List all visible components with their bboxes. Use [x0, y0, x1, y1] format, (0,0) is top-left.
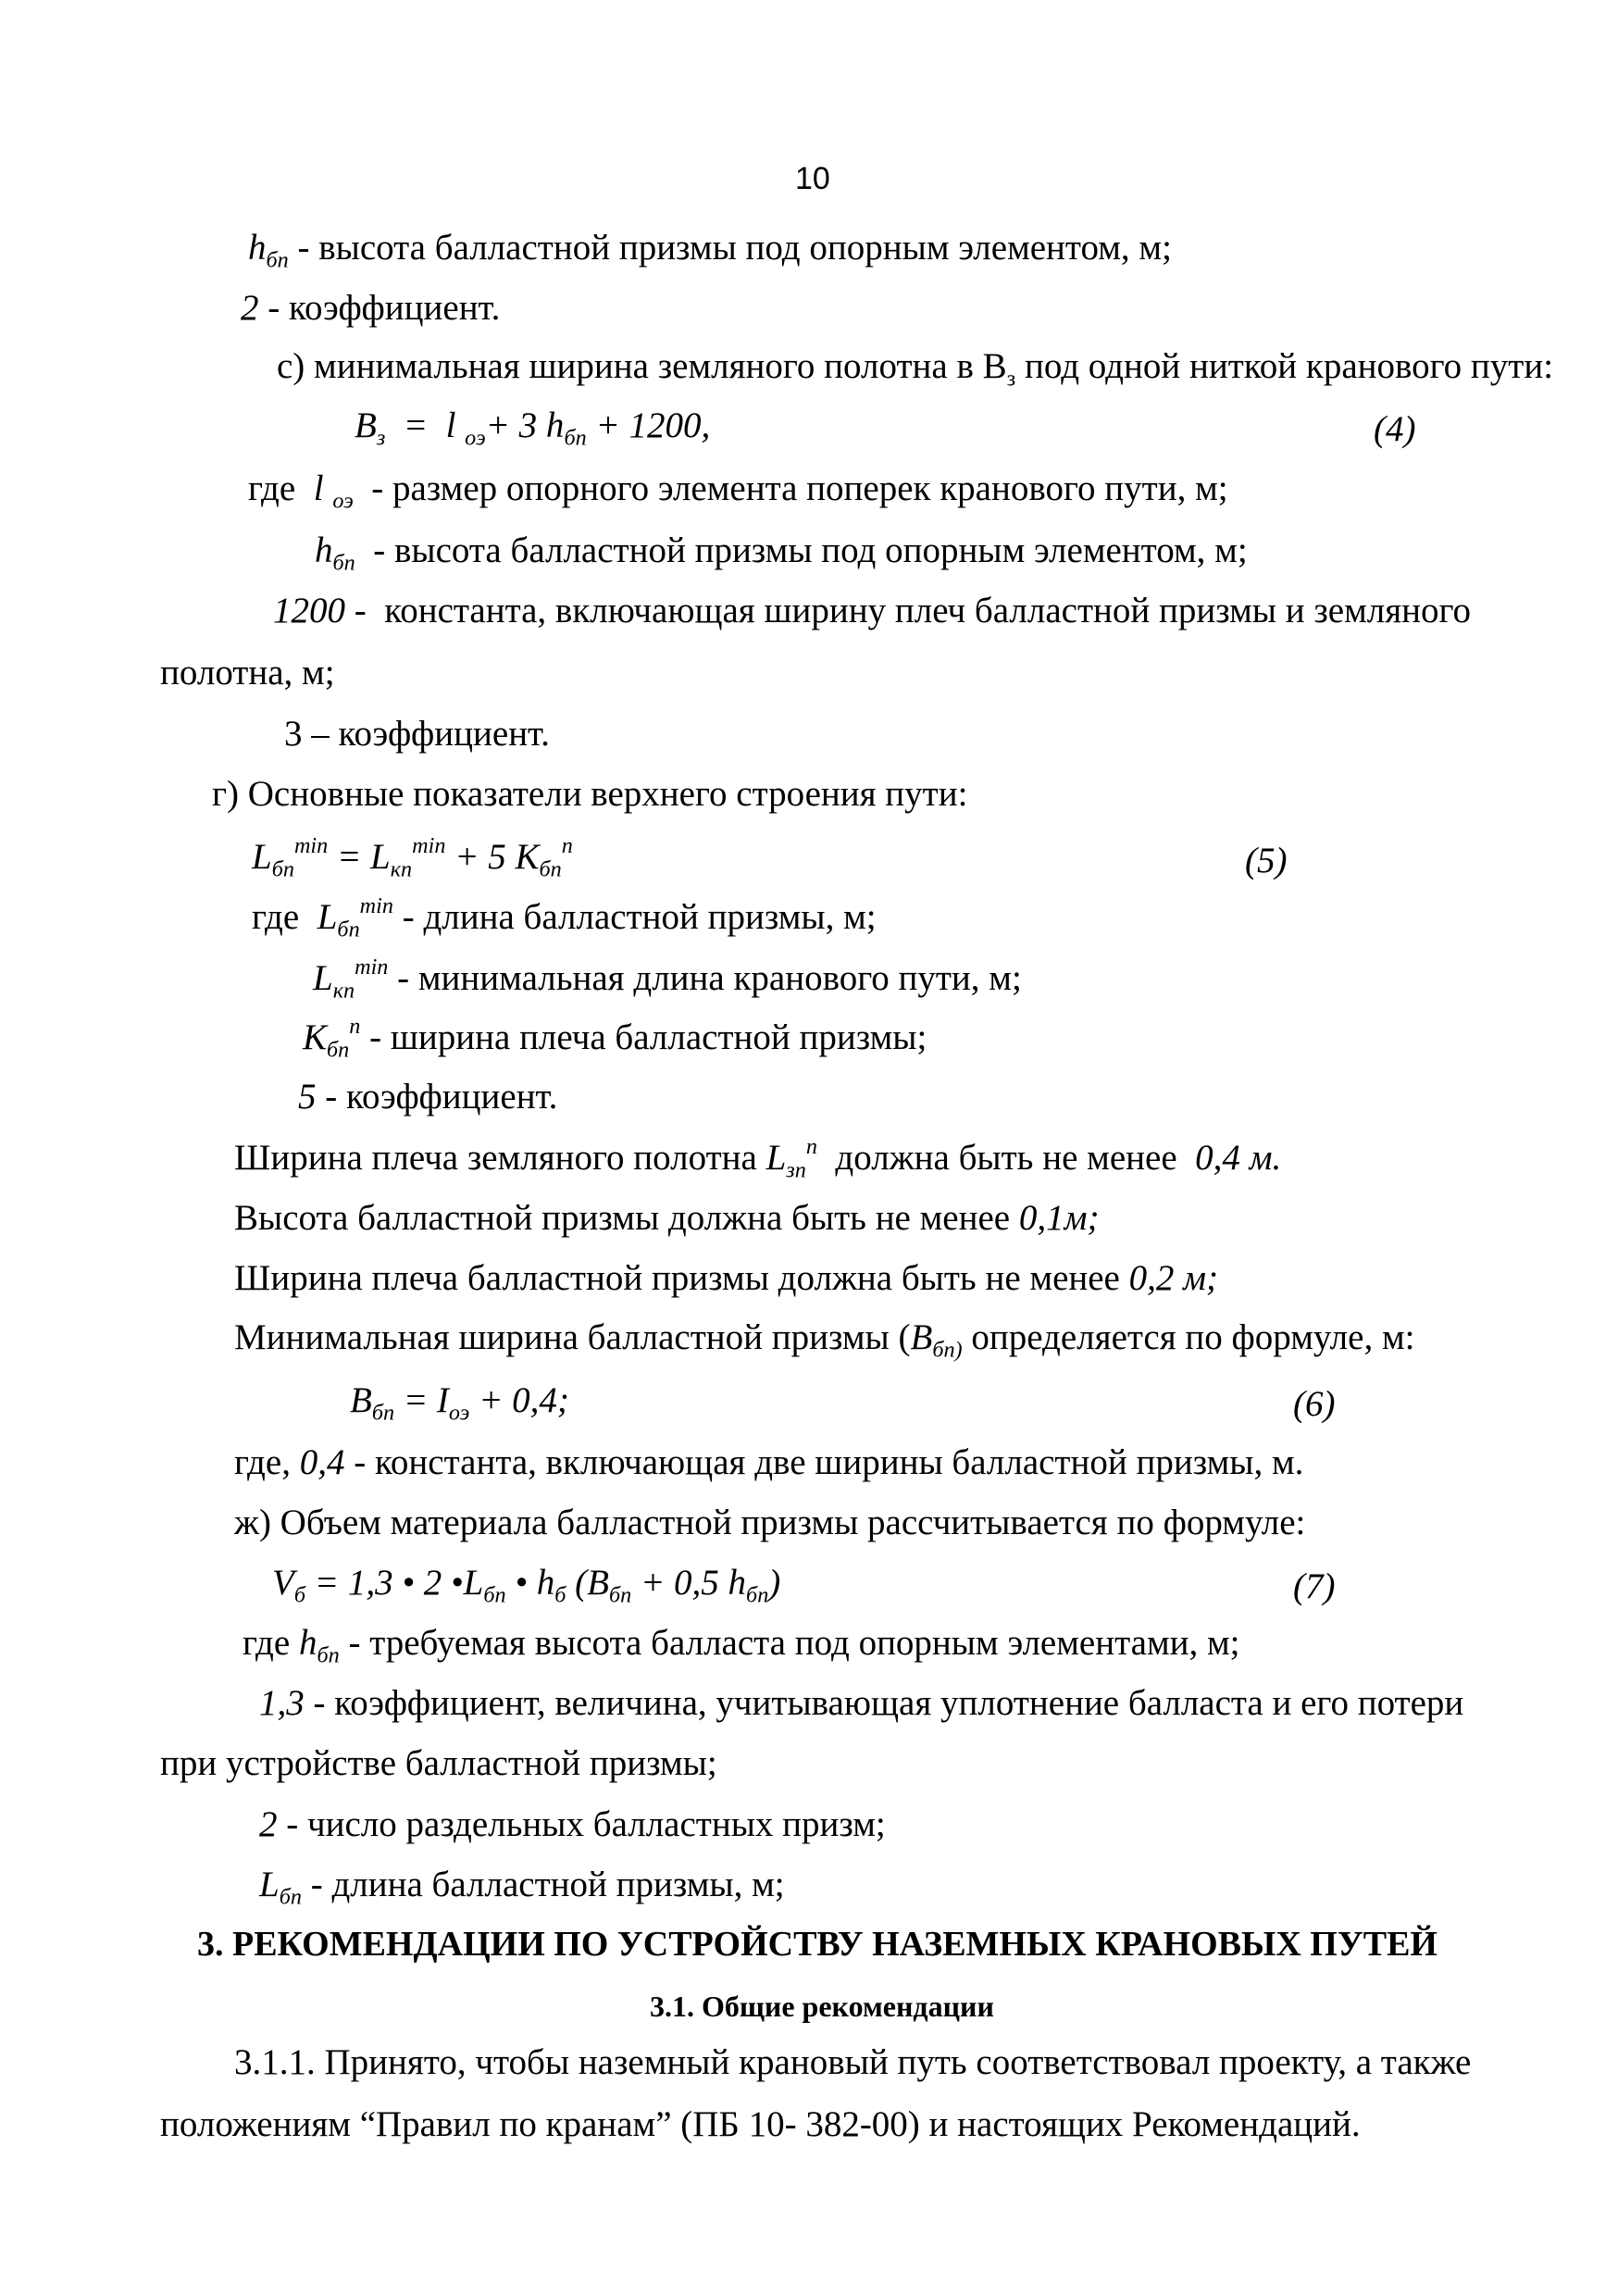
formula-6: $B_{бп} = I_{оэ} + 0,4$; [350, 1380, 569, 1426]
formula-4: $B_з = l$ $_{оэ}$+ 3 $h_{бп} + 1200$, [355, 406, 711, 451]
text-line: Минимальная ширина балластной призмы ($B_{бп)}$ определяется по формуле, м: [234, 1317, 1415, 1363]
paragraph-line: 3.1.1. Принято, чтобы наземный крановый путь соответствовал проекту, а также [234, 2042, 1472, 2082]
text-line: $L_{кп}^{min}$ - минимальная длина кранового пути, м; [313, 955, 1022, 1004]
text-line: Ширина плеча балластной призмы должна быть не менее 0,2 м; [234, 1258, 1219, 1298]
text-line: где $h_{бп}$ - требуемая высота балласта под опорным элементами, м; [243, 1623, 1240, 1668]
text-line: 2 - число раздельных балластных призм; [259, 1804, 886, 1844]
text-line: полотна, м; [160, 653, 335, 693]
text-line: г) Основные показатели верхнего строения пути: [212, 774, 968, 814]
text-line: 1200 - константа, включающая ширину плеч балластной призмы и земляного [273, 591, 1472, 630]
equation-number: (4) [1374, 409, 1416, 449]
page-number: 10 [795, 161, 830, 196]
text-line: $h_{бп}$ - высота балластной призмы под опорным элементом, м; [248, 228, 1172, 273]
text-line: 1,3 - коэффициент, величина, учитывающая уплотнение балласта и его потери [259, 1683, 1464, 1723]
text-line: с) минимальная ширина земляного полотна в $В_з$ под одной ниткой кранового пути: [277, 346, 1554, 392]
text-line: при устройстве балластной призмы; [160, 1743, 717, 1783]
text-line: где, 0,4 - константа, включающая две ширины балластной призмы, м. [234, 1442, 1304, 1482]
text-line: ж) Объем материала балластной призмы рассчитывается по формуле: [234, 1503, 1306, 1542]
subsection-heading: 3.1. Общие рекомендации [650, 1990, 994, 2023]
paragraph-line: положениям “Правил по кранам” (ПБ 10- 382-00) и настоящих Рекомендаций. [160, 2104, 1361, 2144]
text-line: где l $_{оэ}$ - размер опорного элемента поперек кранового пути, м; [248, 468, 1228, 514]
text-line: 2 - коэффициент. [241, 288, 501, 328]
text-line: $L_{бп}$ - длина балластной призмы, м; [259, 1865, 785, 1910]
equation-number: (6) [1293, 1384, 1336, 1424]
text-line: 5 - коэффициент. [298, 1077, 558, 1117]
text-line: $K_{бп}^п$ - ширина плеча балластной призмы; [303, 1014, 927, 1063]
formula-7: $V_б = 1,3$ • 2 $•L_{бп}$ • $h_б$ ($B_{бп} + 0,5$ $h_{бп}$) [272, 1563, 781, 1608]
equation-number: (7) [1293, 1566, 1336, 1606]
text-line: где $L_{бп}^{min}$ - длина балластной призмы, м; [252, 893, 877, 942]
text-line: 3 – коэффициент. [284, 714, 550, 754]
section-heading: 3. РЕКОМЕНДАЦИИ ПО УСТРОЙСТВУ НАЗЕМНЫХ КРАНОВЫХ ПУТЕЙ [197, 1925, 1438, 1964]
text-line: Высота балластной призмы должна быть не менее 0,1м; [234, 1198, 1100, 1238]
equation-number: (5) [1245, 841, 1288, 880]
formula-5: $L_{бп}^{min} = L_{кп}^{min} + 5$ $K_{бп}^п$ [252, 833, 573, 882]
text-line: Ширина плеча земляного полотна $L_{зп}^п$ должна быть не менее 0,4 м. [234, 1134, 1282, 1183]
text-line: $h_{бп}$ - высота балластной призмы под опорным элементом, м; [315, 530, 1248, 576]
